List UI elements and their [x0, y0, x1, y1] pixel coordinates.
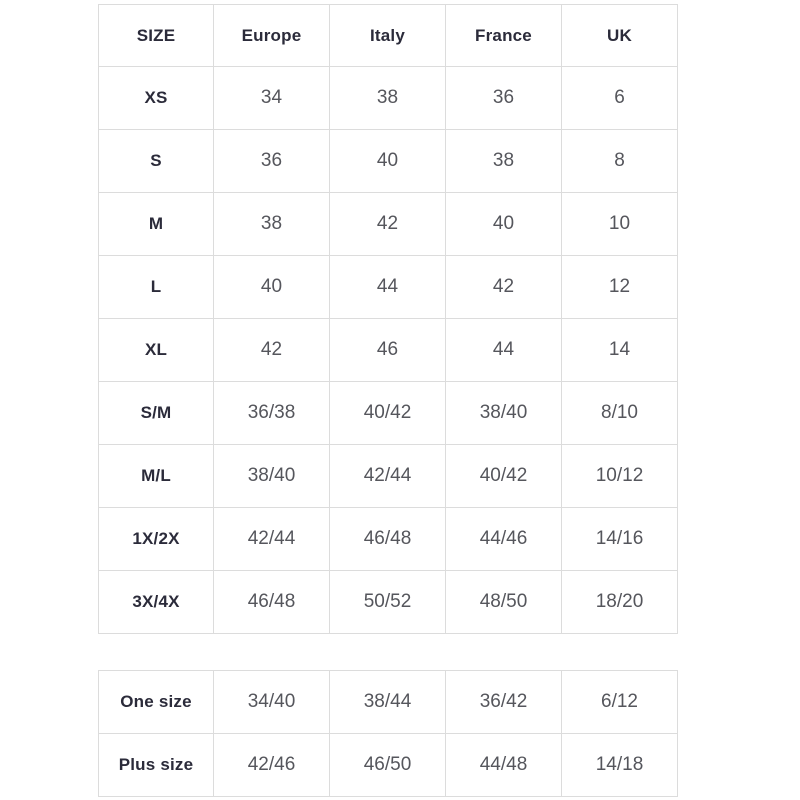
cell-uk: 14/16	[562, 508, 678, 571]
size-tables-container	[98, 4, 678, 797]
cell-europe: 42/46	[214, 734, 330, 797]
cell-france: 38	[446, 130, 562, 193]
column-header-size: SIZE	[99, 5, 214, 67]
cell-uk: 14/18	[562, 734, 678, 797]
cell-italy: 44	[330, 256, 446, 319]
cell-uk: 6	[562, 67, 678, 130]
cell-uk: 10/12	[562, 445, 678, 508]
cell-italy: 38/44	[330, 671, 446, 734]
row-label: 3X/4X	[99, 571, 214, 634]
row-label: XS	[99, 67, 214, 130]
row-label: 1X/2X	[99, 508, 214, 571]
column-header-europe: Europe	[214, 5, 330, 67]
special-size-table	[98, 670, 678, 797]
row-label: One size	[99, 671, 214, 734]
cell-europe: 38	[214, 193, 330, 256]
cell-europe: 42	[214, 319, 330, 382]
cell-uk: 18/20	[562, 571, 678, 634]
cell-uk: 8	[562, 130, 678, 193]
row-label: S	[99, 130, 214, 193]
column-header-italy: Italy	[330, 5, 446, 67]
cell-europe: 34	[214, 67, 330, 130]
cell-france: 40	[446, 193, 562, 256]
cell-france: 36	[446, 67, 562, 130]
table-row-plus-size	[99, 734, 678, 797]
cell-europe: 40	[214, 256, 330, 319]
cell-uk: 12	[562, 256, 678, 319]
cell-italy: 38	[330, 67, 446, 130]
row-label: M	[99, 193, 214, 256]
table-row-3x4x	[99, 571, 678, 634]
column-header-uk: UK	[562, 5, 678, 67]
cell-france: 42	[446, 256, 562, 319]
cell-france: 38/40	[446, 382, 562, 445]
cell-italy: 40	[330, 130, 446, 193]
cell-italy: 40/42	[330, 382, 446, 445]
column-header-france: France	[446, 5, 562, 67]
cell-italy: 46/48	[330, 508, 446, 571]
table-row-xl	[99, 319, 678, 382]
table-row-m	[99, 193, 678, 256]
cell-italy: 42	[330, 193, 446, 256]
table-row-ml	[99, 445, 678, 508]
cell-italy: 46	[330, 319, 446, 382]
table-row-one-size	[99, 671, 678, 734]
cell-france: 44/46	[446, 508, 562, 571]
row-label: M/L	[99, 445, 214, 508]
table-row-1x2x	[99, 508, 678, 571]
row-label: L	[99, 256, 214, 319]
cell-uk: 8/10	[562, 382, 678, 445]
cell-france: 36/42	[446, 671, 562, 734]
cell-europe: 42/44	[214, 508, 330, 571]
cell-europe: 36	[214, 130, 330, 193]
cell-europe: 36/38	[214, 382, 330, 445]
cell-europe: 38/40	[214, 445, 330, 508]
cell-france: 44	[446, 319, 562, 382]
cell-europe: 46/48	[214, 571, 330, 634]
cell-uk: 14	[562, 319, 678, 382]
size-table-header	[99, 5, 678, 67]
table-row-s	[99, 130, 678, 193]
table-row-sm	[99, 382, 678, 445]
table-row-xs	[99, 67, 678, 130]
cell-italy: 46/50	[330, 734, 446, 797]
table-row-l	[99, 256, 678, 319]
size-conversion-table	[98, 4, 678, 634]
header-row	[99, 5, 678, 67]
cell-italy: 42/44	[330, 445, 446, 508]
row-label: S/M	[99, 382, 214, 445]
row-label: XL	[99, 319, 214, 382]
table-gap	[98, 634, 678, 670]
cell-france: 40/42	[446, 445, 562, 508]
cell-italy: 50/52	[330, 571, 446, 634]
cell-europe: 34/40	[214, 671, 330, 734]
cell-france: 44/48	[446, 734, 562, 797]
cell-uk: 10	[562, 193, 678, 256]
cell-uk: 6/12	[562, 671, 678, 734]
row-label: Plus size	[99, 734, 214, 797]
cell-france: 48/50	[446, 571, 562, 634]
